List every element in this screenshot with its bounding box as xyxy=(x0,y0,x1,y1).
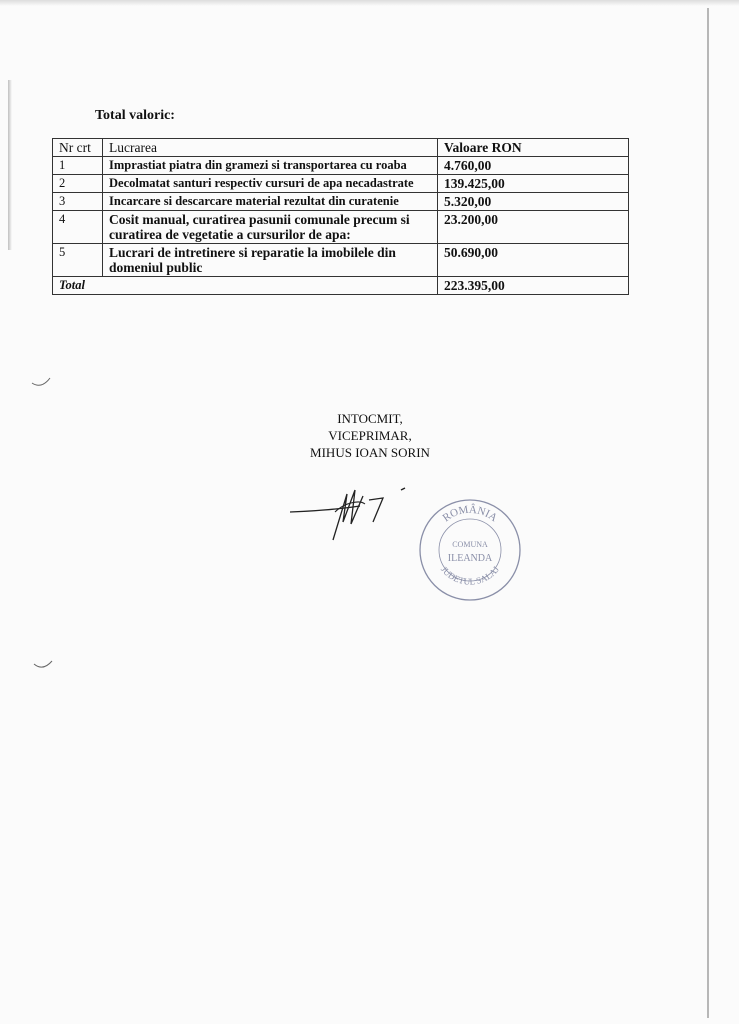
scan-shadow-left xyxy=(8,80,12,250)
official-stamp xyxy=(415,495,525,605)
total-value: 223.395,00 xyxy=(438,277,629,295)
handwritten-signature xyxy=(285,482,415,552)
header-value: Valoare RON xyxy=(438,139,629,157)
row-value: 50.690,00 xyxy=(438,244,629,277)
row-value: 4.760,00 xyxy=(438,157,629,175)
stamp-bottom-text: JUDETUL SALAJ xyxy=(438,564,502,587)
scan-mark xyxy=(30,375,54,389)
row-work: Lucrari de intretinere si reparatie la imobilele din domeniul public xyxy=(103,244,438,277)
total-label: Total xyxy=(53,277,438,295)
stamp-top-text: ROMÂNIA xyxy=(440,503,500,525)
table-row xyxy=(53,175,629,193)
row-nr: 4 xyxy=(53,211,103,244)
row-work: Cosit manual, curatirea pasunii comunale precum si curatirea de vegetatie a cursurilor de apa: xyxy=(103,211,438,244)
scan-edge-right xyxy=(707,8,709,1018)
row-nr: 5 xyxy=(53,244,103,277)
row-value: 5.320,00 xyxy=(438,193,629,211)
signature-block xyxy=(250,410,490,461)
signer-name: MIHUS IOAN SORIN xyxy=(310,445,430,460)
row-work: Decolmatat santuri respectiv cursuri de apa necadastrate xyxy=(103,175,438,193)
row-value: 139.425,00 xyxy=(438,175,629,193)
header-work: Lucrarea xyxy=(103,139,438,157)
table-row xyxy=(53,193,629,211)
table-row xyxy=(53,211,629,244)
row-nr: 1 xyxy=(53,157,103,175)
table-total-row xyxy=(53,277,629,295)
section-title: Total valoric: xyxy=(95,108,175,123)
table-row xyxy=(53,157,629,175)
table-header-row xyxy=(53,139,629,157)
table-row xyxy=(53,244,629,277)
stamp-locality-text: ILEANDA xyxy=(447,553,493,564)
row-nr: 3 xyxy=(53,193,103,211)
scan-edge-top xyxy=(0,0,739,6)
role-label: VICEPRIMAR, xyxy=(328,428,412,443)
works-table xyxy=(52,138,629,295)
prepared-by-label: INTOCMIT, xyxy=(337,411,403,426)
row-work: Incarcare si descarcare material rezultat din curatenie xyxy=(103,193,438,211)
row-work: Imprastiat piatra din gramezi si transportarea cu roaba xyxy=(103,157,438,175)
row-nr: 2 xyxy=(53,175,103,193)
header-nr: Nr crt xyxy=(53,139,103,157)
row-value: 23.200,00 xyxy=(438,211,629,244)
scan-mark xyxy=(32,658,56,672)
stamp-middle-text: COMUNA xyxy=(452,540,488,549)
